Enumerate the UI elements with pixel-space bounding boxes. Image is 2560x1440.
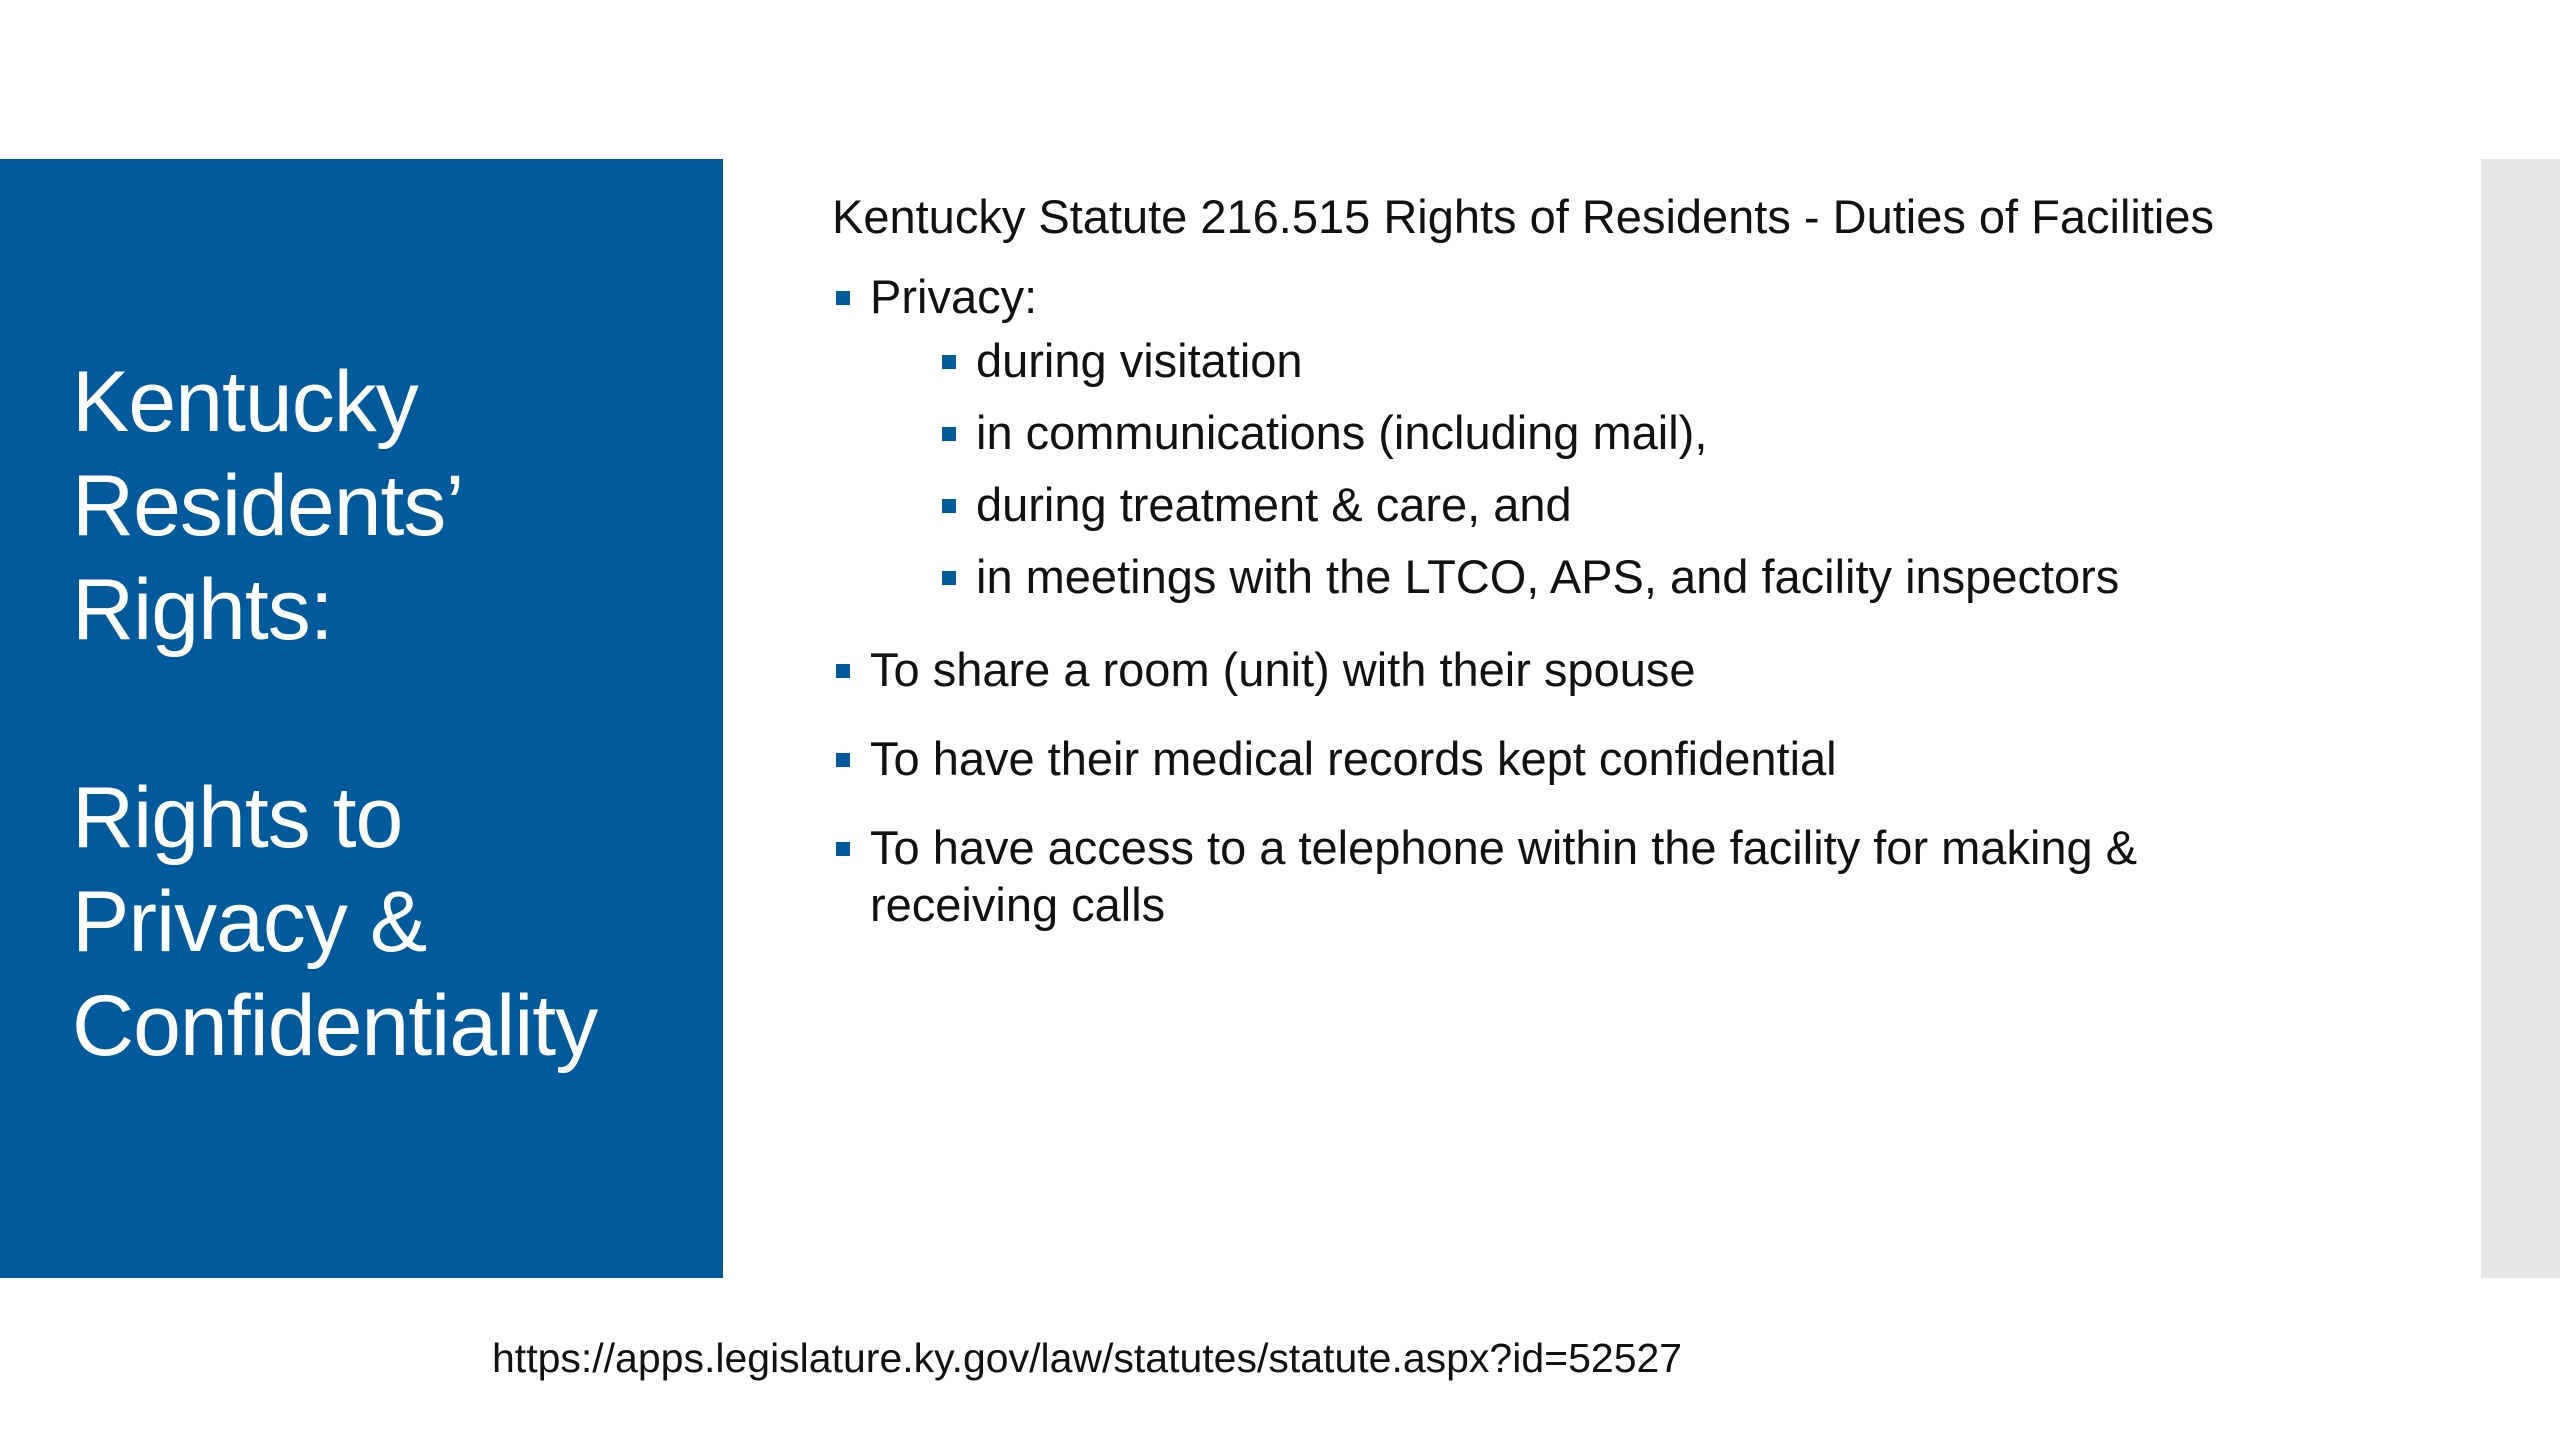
square-bullet-icon [836, 291, 850, 305]
square-bullet-icon [942, 571, 956, 585]
sub-bullet-item [938, 397, 2452, 469]
sub-bullet-item [938, 325, 2452, 397]
slide-content [832, 186, 2452, 933]
square-bullet-icon [836, 664, 850, 678]
title-line: Rights to [72, 770, 403, 866]
sub-bullet-text: in meetings with the LTCO, APS, and facility inspectors [976, 550, 2120, 603]
title-line: Kentucky [72, 354, 418, 450]
bullet-item [832, 819, 2300, 933]
sub-bullet-item [938, 541, 2452, 613]
bullet-text: To share a room (unit) with their spouse [870, 643, 1696, 696]
square-bullet-icon [942, 427, 956, 441]
statute-heading: Kentucky Statute 216.515 Rights of Residents - Duties of Facilities [832, 190, 2214, 243]
square-bullet-icon [836, 842, 850, 856]
title-line: Confidentiality [72, 978, 598, 1074]
title-spacer [72, 662, 712, 766]
sub-bullet-text: during visitation [976, 334, 1303, 387]
square-bullet-icon [942, 499, 956, 513]
sub-bullet-text: during treatment & care, and [976, 478, 1572, 531]
title-line: Rights: [72, 562, 333, 658]
sub-bullet-list [938, 325, 2452, 613]
title-line: Residents’ [72, 458, 464, 554]
sub-bullet-text: in communications (including mail), [976, 406, 1708, 459]
decorative-side-strip [2481, 159, 2560, 1278]
square-bullet-icon [836, 753, 850, 767]
square-bullet-icon [942, 355, 956, 369]
title-line: Privacy & [72, 874, 427, 970]
source-url: https://apps.legislature.ky.gov/law/statutes/statute.aspx?id=52527 [492, 1335, 1683, 1381]
bullet-text: Privacy: [870, 270, 1038, 323]
bullet-text: To have their medical records kept confidential [870, 732, 1837, 785]
sub-bullet-item [938, 469, 2452, 541]
bullet-item [832, 730, 2452, 787]
bullet-text: To have access to a telephone within the facility for making & receiving calls [870, 821, 2138, 931]
bullet-item [832, 268, 2452, 325]
bullet-item [832, 641, 2452, 698]
slide-title [72, 350, 712, 1078]
